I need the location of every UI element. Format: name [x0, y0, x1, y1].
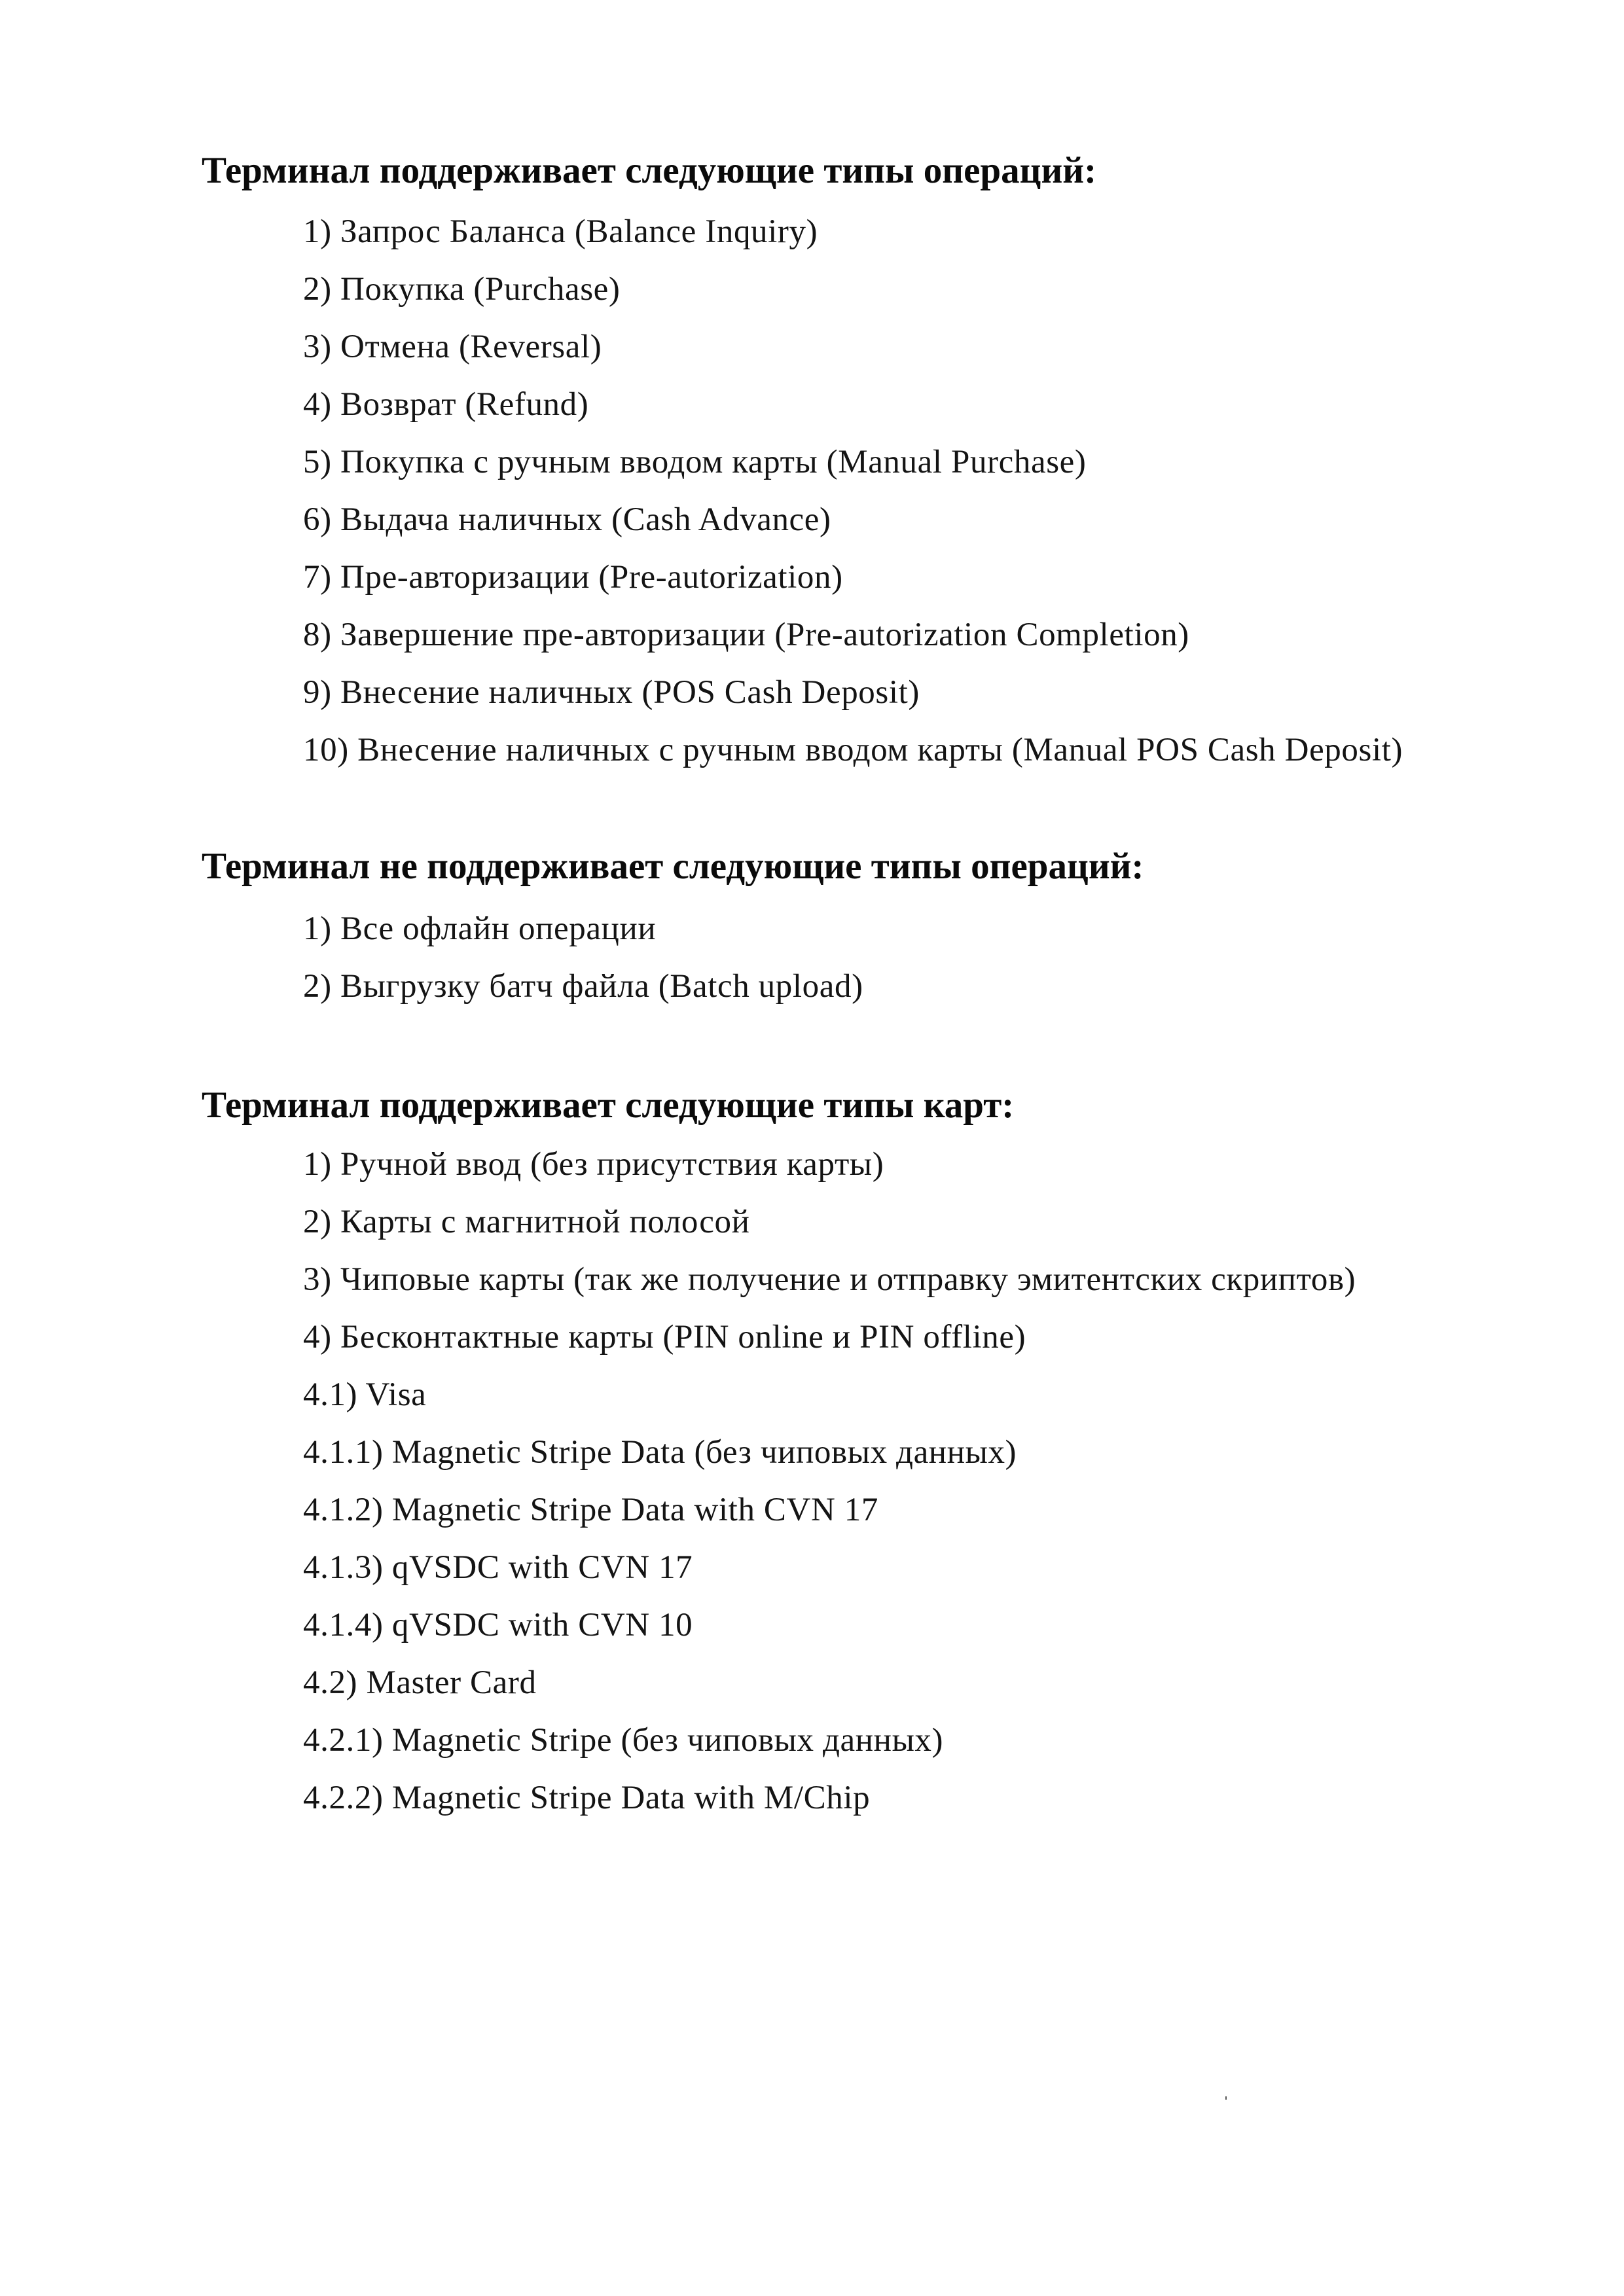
- section-heading-unsupported-operations: Терминал не поддерживает следующие типы операций:: [202, 846, 1144, 887]
- list-item: 4.2.1) Magnetic Stripe (без чиповых данных): [303, 1722, 944, 1759]
- section-heading-supported-operations: Терминал поддерживает следующие типы операций:: [202, 150, 1097, 191]
- list-item: 1) Ручной ввод (без присутствия карты): [303, 1146, 884, 1183]
- list-item: 8) Завершение пре-авторизации (Pre-autorization Completion): [303, 617, 1189, 653]
- list-item: 4.2) Master Card: [303, 1664, 537, 1701]
- section-heading-supported-cards: Терминал поддерживает следующие типы карт:: [202, 1085, 1015, 1126]
- list-item: 6) Выдача наличных (Cash Advance): [303, 501, 831, 538]
- list-item: 2) Покупка (Purchase): [303, 271, 621, 308]
- list-item: 4.2.2) Magnetic Stripe Data with M/Chip: [303, 1780, 871, 1816]
- list-item: 4) Возврат (Refund): [303, 386, 589, 423]
- list-item: 1) Все офлайн операции: [303, 910, 657, 947]
- list-item: 4) Бесконтактные карты (PIN online и PIN offline): [303, 1319, 1026, 1355]
- scan-speck: [1225, 2096, 1227, 2100]
- list-item: 4.1.1) Magnetic Stripe Data (без чиповых данных): [303, 1434, 1017, 1471]
- list-item: 4.1.2) Magnetic Stripe Data with CVN 17: [303, 1492, 878, 1528]
- list-item: 4.1.3) qVSDC with CVN 17: [303, 1549, 693, 1586]
- list-item: 4.1) Visa: [303, 1376, 427, 1413]
- list-item: 5) Покупка с ручным вводом карты (Manual Purchase): [303, 444, 1087, 480]
- list-item: 2) Карты с магнитной полосой: [303, 1204, 750, 1240]
- list-item: 2) Выгрузку батч файла (Batch upload): [303, 968, 863, 1005]
- list-item: 3) Чиповые карты (так же получение и отправку эмитентских скриптов): [303, 1261, 1356, 1298]
- list-item: 1) Запрос Баланса (Balance Inquiry): [303, 213, 818, 250]
- list-item: 10) Внесение наличных с ручным вводом карты (Manual POS Cash Deposit): [303, 732, 1403, 768]
- list-item: 3) Отмена (Reversal): [303, 329, 602, 365]
- list-item: 9) Внесение наличных (POS Cash Deposit): [303, 674, 920, 711]
- supported-operations-list: [303, 203, 1403, 779]
- list-item: 7) Пре-авторизации (Pre-autorization): [303, 559, 843, 596]
- list-item: 4.1.4) qVSDC with CVN 10: [303, 1607, 693, 1643]
- supported-cards-list: [303, 1136, 1356, 1827]
- unsupported-operations-list: [303, 900, 863, 1015]
